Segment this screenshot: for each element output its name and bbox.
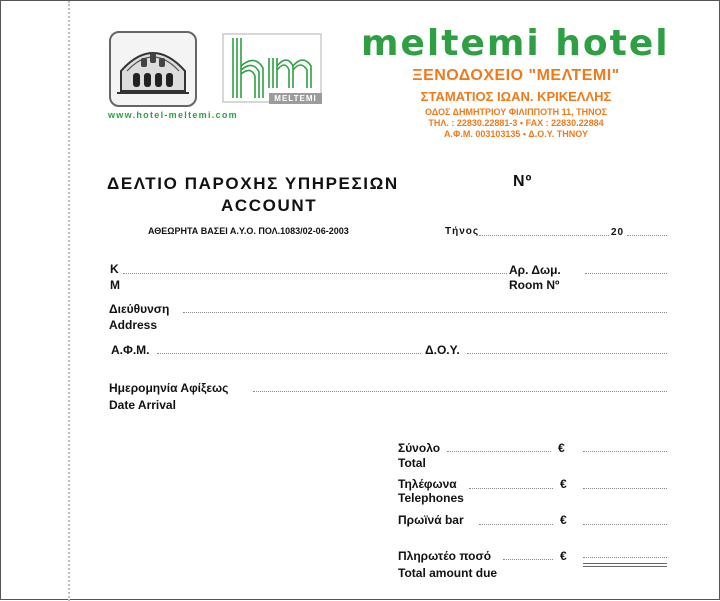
telephones-label-en: Telephones (398, 491, 464, 505)
address-field[interactable] (183, 312, 667, 313)
year-field[interactable] (627, 235, 667, 236)
number-label: Nº (513, 173, 533, 190)
hotel-name-greek: ΞΕΝΟΔΟΧΕΙΟ "ΜΕΛΤΕΜΙ" (412, 67, 620, 84)
room-number-field[interactable] (585, 273, 667, 274)
breakfast-currency: € (560, 513, 567, 527)
arrival-date-field[interactable] (253, 391, 667, 392)
arrival-label-gr: Ημερομηνία Αφίξεως (109, 381, 229, 395)
date-field[interactable] (479, 235, 609, 236)
year-prefix: 20 (611, 227, 625, 238)
doy-field[interactable] (467, 353, 667, 354)
telephones-currency: € (560, 477, 567, 491)
place-label: Τήνος (445, 226, 480, 237)
amount-due-leader (503, 559, 553, 560)
total-currency: € (558, 441, 565, 455)
website-url[interactable]: www.hotel-meltemi.com (108, 110, 238, 120)
room-label-en: Room Nº (509, 278, 560, 292)
brand-name: meltemi hotel (361, 23, 670, 64)
phone-fax: ΤΗΛ. : 22830.22881-3 • FAX : 22830.22884 (428, 118, 604, 128)
owner-name: ΣΤΑΜΑΤΙΟΣ ΙΩΑΝ. ΚΡΙΚΕΛΛΗΣ (420, 89, 612, 104)
amount-due-label-en: Total amount due (398, 566, 498, 580)
address-label-en: Address (109, 318, 158, 332)
guest-label-en: Μ (110, 278, 120, 292)
telephones-amount-field[interactable] (583, 488, 667, 489)
perforation-line (68, 1, 70, 601)
afm-field[interactable] (157, 353, 421, 354)
telephones-label-gr: Τηλέφωνα (398, 477, 457, 491)
amount-due-double-underline (583, 563, 667, 567)
address-label-gr: Διεύθυνση (109, 302, 170, 316)
breakfast-label: Πρωϊνά bar (398, 513, 464, 527)
total-amount-field[interactable] (583, 451, 667, 452)
amount-due-label-gr: Πληρωτέο ποσό (398, 549, 492, 563)
church-logo (109, 31, 197, 107)
hotel-address: ΟΔΟΣ ΔΗΜΗΤΡΙΟΥ ΦΙΛΙΠΠΟΤΗ 11, ΤΗΝΟΣ (424, 107, 608, 117)
document-subtitle: ACCOUNT (221, 196, 318, 215)
document-title: ΔΕΛΤΙΟ ΠΑΡΟΧΗΣ ΥΠΗΡΕΣΙΩΝ (107, 174, 399, 193)
telephones-leader (469, 488, 553, 489)
doy-label: Δ.Ο.Υ. (425, 343, 460, 357)
amount-due-field[interactable] (583, 557, 667, 558)
guest-label-gr: Κ (110, 262, 119, 276)
afm-label: Α.Φ.Μ. (111, 343, 150, 357)
guest-name-field[interactable] (123, 273, 507, 274)
church-facade-icon (111, 33, 195, 105)
total-label-en: Total (398, 456, 426, 470)
vat-info: Α.Φ.Μ. 003103135 • Δ.Ο.Υ. ΤΗΝΟΥ (444, 129, 588, 139)
arrival-label-en: Date Arrival (109, 398, 176, 412)
amount-due-currency: € (560, 549, 567, 563)
total-label-gr: Σύνολο (398, 441, 441, 455)
breakfast-leader (479, 524, 553, 525)
exemption-note: ΑΘΕΩΡΗΤΑ ΒΑΣΕΙ Α.Υ.Ο. ΠΟΛ.1083/02-06-2003 (148, 226, 349, 236)
total-leader (447, 451, 551, 452)
breakfast-amount-field[interactable] (583, 524, 667, 525)
room-label-gr: Αρ. Δωμ. (509, 263, 561, 277)
logo-tag: MELTEMI (269, 93, 322, 104)
